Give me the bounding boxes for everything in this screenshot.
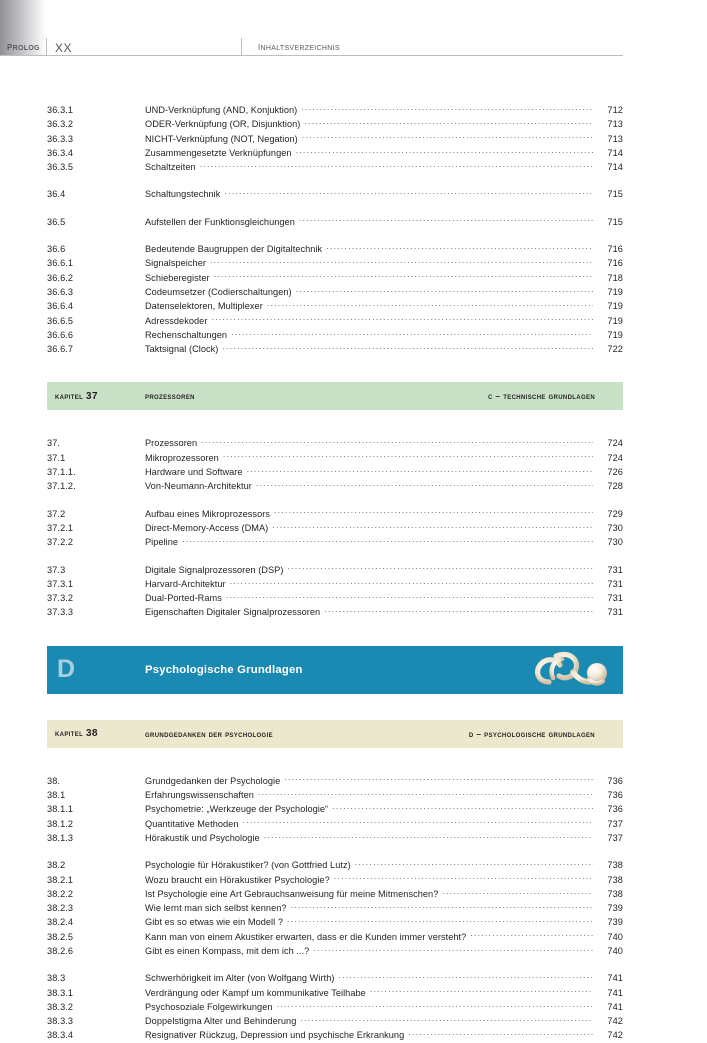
toc-entry[interactable] xyxy=(47,271,623,285)
toc-leader-dots xyxy=(332,802,593,812)
toc-entry-page: 713 xyxy=(607,133,623,144)
toc-entry-number: 38.2.6 xyxy=(47,945,74,956)
chapter-band-kapitel xyxy=(47,391,145,402)
toc-leader-dots xyxy=(287,563,593,573)
toc-entry[interactable] xyxy=(47,187,623,201)
toc-entry-title: Psychologie für Hörakustiker? (von Gottfried Lutz) xyxy=(145,860,351,871)
toc-entry-number: 36.3.3 xyxy=(47,133,74,144)
toc-entry[interactable] xyxy=(47,132,623,146)
toc-entry-number: 38.3 xyxy=(47,973,66,984)
toc-entry-page: 719 xyxy=(607,315,623,326)
toc-entry-title: NICHT-Verknüpfung (NOT, Negation) xyxy=(145,133,298,144)
toc-entry-page: 724 xyxy=(607,438,623,449)
toc-leader-dots xyxy=(296,146,593,156)
toc-entry-title: Gibt es so etwas wie ein Modell ? xyxy=(145,917,283,928)
toc-entry-number: 37.2.1 xyxy=(47,522,74,533)
toc-entry-number: 38.2.5 xyxy=(47,931,74,942)
toc-entry-title: Mikroprozessoren xyxy=(145,452,219,463)
toc-entry-page: 712 xyxy=(607,105,623,115)
toc-entry-title: Hörakustik und Psychologie xyxy=(145,832,260,843)
toc-entry-number: 36.3.4 xyxy=(47,147,74,158)
toc-entry-page: 714 xyxy=(607,162,623,173)
toc-entry[interactable] xyxy=(47,328,623,342)
chapter-band-title: grundgedanken der psychologie xyxy=(145,728,273,739)
toc-entry-page: 737 xyxy=(607,818,623,829)
toc-entry-page: 719 xyxy=(607,286,623,297)
toc-entry-number: 36.3.1 xyxy=(47,105,74,115)
toc-leader-dots xyxy=(291,901,593,911)
toc-entry-page: 729 xyxy=(607,508,623,519)
toc-leader-dots xyxy=(211,314,593,324)
toc-entry-number: 36.6.3 xyxy=(47,286,74,297)
chapter-band-title: prozessoren xyxy=(145,391,195,402)
toc-entry-title: Datenselektoren, Multiplexer xyxy=(145,301,263,312)
toc-entry[interactable] xyxy=(47,831,623,845)
toc-entry-page: 736 xyxy=(607,775,623,786)
toc-entry[interactable] xyxy=(47,436,623,450)
toc-entry[interactable] xyxy=(47,577,623,591)
toc-entry-title: Pipeline xyxy=(145,537,179,548)
toc-entry[interactable] xyxy=(47,788,623,802)
toc-entry-page: 739 xyxy=(607,917,623,928)
toc-entry[interactable] xyxy=(47,858,623,872)
toc-leader-dots xyxy=(370,986,593,996)
toc-entry[interactable] xyxy=(47,342,623,356)
toc-entry-title: Dual-Ported-Rams xyxy=(145,593,222,604)
toc-entry-title: Quantitative Methoden xyxy=(145,818,239,829)
toc-block-36-6 xyxy=(47,242,623,356)
toc-entry-number: 38.3.3 xyxy=(47,1016,74,1027)
toc-entry-title: Codeumsetzer (Codierschaltungen) xyxy=(145,286,292,297)
toc-entry-page: 738 xyxy=(607,860,623,871)
toc-leader-dots xyxy=(304,117,593,127)
toc-entry-title: Digitale Signalprozessoren (DSP) xyxy=(145,564,284,575)
toc-entry[interactable] xyxy=(47,215,623,229)
toc-entry-page: 742 xyxy=(607,1030,623,1041)
toc-entry-page: 739 xyxy=(607,903,623,914)
toc-entry-page: 737 xyxy=(607,832,623,843)
toc-leader-dots xyxy=(408,1028,593,1038)
toc-leader-dots xyxy=(287,915,593,925)
toc-entry[interactable] xyxy=(47,256,623,270)
toc-entry-title: Aufstellen der Funktionsgleichungen xyxy=(145,216,295,227)
chapter-band-38 xyxy=(47,720,623,748)
toc-leader-dots xyxy=(326,242,593,252)
toc-leader-dots xyxy=(442,887,593,897)
toc-leader-dots xyxy=(284,774,593,784)
toc-entry[interactable] xyxy=(47,944,623,958)
toc-entry-number: 36.6.1 xyxy=(47,258,74,269)
part-banner-d xyxy=(47,646,623,694)
toc-leader-dots xyxy=(296,285,593,295)
toc-entry-page: 738 xyxy=(607,888,623,899)
toc-entry-number: 38.1.3 xyxy=(47,832,74,843)
toc-entry-title: Wie lernt man sich selbst kennen? xyxy=(145,903,287,914)
toc-entry[interactable] xyxy=(47,535,623,549)
toc-leader-dots xyxy=(258,788,593,798)
toc-leader-dots xyxy=(182,535,593,545)
toc-entry-page: 719 xyxy=(607,301,623,312)
toc-entry[interactable] xyxy=(47,563,623,577)
toc-entry-number: 36.3.2 xyxy=(47,119,74,130)
toc-leader-dots xyxy=(226,591,593,601)
toc-leader-dots xyxy=(247,465,593,475)
toc-entry[interactable] xyxy=(47,873,623,887)
toc-entry[interactable] xyxy=(47,242,623,256)
toc-block-37-2 xyxy=(47,507,623,550)
toc-entry-page: 742 xyxy=(607,1016,623,1027)
toc-entry-title: Von-Neumann-Architektur xyxy=(145,481,252,492)
part-banner-title: Psychologische Grundlagen xyxy=(145,663,303,676)
toc-entry-number: 37.2 xyxy=(47,508,66,519)
toc-entry-page: 731 xyxy=(607,593,623,604)
toc-entry[interactable] xyxy=(47,915,623,929)
chapter-band-part-label: c – technische grundlagen xyxy=(487,391,595,402)
toc-leader-dots xyxy=(201,436,593,446)
toc-entry[interactable] xyxy=(47,479,623,493)
toc-leader-dots xyxy=(313,944,593,954)
toc-leader-dots xyxy=(256,479,593,489)
toc-entry-number: 38.2 xyxy=(47,860,66,871)
toc-entry-page: 718 xyxy=(607,272,623,283)
toc-entry[interactable] xyxy=(47,901,623,915)
toc-entry-title: Bedeutende Baugruppen der Digitaltechnik xyxy=(145,244,323,255)
toc-block-36-5 xyxy=(47,215,623,229)
toc-entry[interactable] xyxy=(47,103,623,117)
toc-entry-page: 715 xyxy=(607,216,623,227)
toc-leader-dots xyxy=(230,577,593,587)
toc-entry[interactable] xyxy=(47,1000,623,1014)
toc-block-36-3 xyxy=(47,103,623,174)
toc-entry[interactable] xyxy=(47,146,623,160)
toc-entry-page: 730 xyxy=(607,522,623,533)
toc-entry-page: 722 xyxy=(607,344,623,355)
toc-leader-dots xyxy=(470,930,593,940)
toc-entry-number: 38. xyxy=(47,775,61,786)
chapter-band-kapitel-label: kapitel xyxy=(55,728,84,739)
toc-entry-number: 36.4 xyxy=(47,189,66,200)
toc-leader-dots xyxy=(223,451,593,461)
toc-leader-dots xyxy=(224,187,593,197)
toc-entry-title: Aufbau eines Mikroprozessors xyxy=(145,508,270,519)
toc-entry-page: 740 xyxy=(607,945,623,956)
toc-entry-number: 38.1.1 xyxy=(47,804,74,815)
toc-block-38-0 xyxy=(47,774,623,845)
chapter-band-kapitel-number: 37 xyxy=(85,390,98,402)
toc-entry-page: 719 xyxy=(607,329,623,340)
toc-leader-dots xyxy=(214,271,593,281)
toc-entry[interactable] xyxy=(47,117,623,131)
toc-entry-page: 736 xyxy=(607,804,623,815)
toc-entry-title: Rechenschaltungen xyxy=(145,329,228,340)
toc-entry-title: Verdrängung oder Kampf um kommunikative Teilhabe xyxy=(145,987,366,998)
toc-entry-page: 740 xyxy=(607,931,623,942)
chapter-band-kapitel-label: kapitel xyxy=(55,390,84,401)
toc-entry[interactable] xyxy=(47,887,623,901)
toc-leader-dots xyxy=(300,1014,593,1024)
running-head-document-title: inhaltsverzeichnis xyxy=(258,41,340,53)
toc-entry-title: Psychosoziale Folgewirkungen xyxy=(145,1001,273,1012)
toc-leader-dots xyxy=(274,507,593,517)
toc-entry-title: ODER-Verknüpfung (OR, Disjunktion) xyxy=(145,119,301,130)
toc-entry-number: 37.1 xyxy=(47,452,66,463)
chapter-band-part-label: d – psychologische grundlagen xyxy=(468,728,595,739)
toc-entry-page: 716 xyxy=(607,244,623,255)
toc-entry-title: Prozessoren xyxy=(145,438,198,449)
toc-entry[interactable] xyxy=(47,774,623,788)
toc-entry-title: Psychometrie: „Werkzeuge der Psychologie“ xyxy=(145,804,329,815)
toc-entry-number: 37.3.1 xyxy=(47,578,74,589)
toc-entry-number: 37.3.2 xyxy=(47,593,74,604)
toc-entry-title: Doppelstigma Alter und Behinderung xyxy=(145,1016,297,1027)
toc-entry-number: 38.2.2 xyxy=(47,888,74,899)
toc-entry[interactable] xyxy=(47,1014,623,1028)
toc-leader-dots xyxy=(338,971,593,981)
toc-leader-dots xyxy=(210,256,593,266)
toc-entry-title: Harvard-Architektur xyxy=(145,578,226,589)
toc-entry[interactable] xyxy=(47,314,623,328)
toc-entry-page: 736 xyxy=(607,790,623,801)
toc-entry-number: 36.6 xyxy=(47,244,66,255)
toc-entry-title: Kann man von einem Akustiker erwarten, dass er die Kunden immer versteht? xyxy=(145,931,467,942)
toc-entry-page: 731 xyxy=(607,607,623,618)
toc-entry-page: 728 xyxy=(607,481,623,492)
toc-leader-dots xyxy=(272,521,593,531)
toc-entry-number: 37.2.2 xyxy=(47,537,74,548)
toc-entry-number: 36.3.5 xyxy=(47,162,74,173)
toc-leader-dots xyxy=(231,328,593,338)
toc-entry-page: 715 xyxy=(607,189,623,200)
toc-entry[interactable] xyxy=(47,605,623,619)
toc-entry-number: 38.3.2 xyxy=(47,1001,74,1012)
toc-entry-number: 38.1.2 xyxy=(47,818,74,829)
toc-entry-page: 741 xyxy=(607,987,623,998)
toc-block-38-3 xyxy=(47,971,623,1042)
toc-leader-dots xyxy=(324,605,593,615)
toc-entry-number: 38.3.1 xyxy=(47,987,74,998)
toc-entry[interactable] xyxy=(47,930,623,944)
toc-entry-page: 730 xyxy=(607,537,623,548)
toc-entry-page: 731 xyxy=(607,564,623,575)
toc-entry-number: 36.6.7 xyxy=(47,344,74,355)
running-head-section-label: prolog xyxy=(7,41,40,53)
toc-entry[interactable] xyxy=(47,802,623,816)
toc-entry[interactable] xyxy=(47,1028,623,1042)
toc-entry-page: 716 xyxy=(607,258,623,269)
toc-entry-title: Resignativer Rückzug, Depression und psychische Erkrankung xyxy=(145,1030,405,1041)
toc-entry-title: Schaltungstechnik xyxy=(145,189,221,200)
toc-entry-number: 38.1 xyxy=(47,790,66,801)
inner-ear-cochlea-icon xyxy=(529,648,615,692)
toc-entry-number: 36.6.6 xyxy=(47,329,74,340)
running-head-folio: XX xyxy=(55,41,73,55)
toc-entry-title: Schwerhörigkeit im Alter (von Wolfgang Wirth) xyxy=(145,973,335,984)
toc-entry-page: 726 xyxy=(607,467,623,478)
toc-entry[interactable] xyxy=(47,451,623,465)
toc-leader-dots xyxy=(301,103,593,113)
toc-entry-number: 37. xyxy=(47,438,61,449)
toc-entry-number: 37.1.1. xyxy=(47,467,76,478)
toc-entry-page: 741 xyxy=(607,1001,623,1012)
toc-entry[interactable] xyxy=(47,465,623,479)
toc-entry[interactable] xyxy=(47,971,623,985)
toc-entry-page: 724 xyxy=(607,452,623,463)
toc-block-38-2 xyxy=(47,858,623,958)
chapter-band-37 xyxy=(47,382,623,410)
toc-entry-title: Zusammengesetzte Verknüpfungen xyxy=(145,147,292,158)
toc-entry-page: 741 xyxy=(607,973,623,984)
toc-entry-page: 738 xyxy=(607,874,623,885)
toc-entry-number: 37.1.2. xyxy=(47,481,76,492)
toc-entry-number: 36.5 xyxy=(47,216,66,227)
toc-entry-page: 714 xyxy=(607,147,623,158)
toc-entry-title: Schaltzeiten xyxy=(145,162,196,173)
toc-entry[interactable] xyxy=(47,521,623,535)
toc-entry[interactable] xyxy=(47,285,623,299)
toc-entry-title: Wozu braucht ein Hörakustiker Psychologie? xyxy=(145,874,330,885)
toc-entry-number: 37.3.3 xyxy=(47,607,74,618)
toc-entry-title: Erfahrungswissenschaften xyxy=(145,790,254,801)
toc-entry-page: 713 xyxy=(607,119,623,130)
toc-entry-title: Taktsignal (Clock) xyxy=(145,344,219,355)
toc-leader-dots xyxy=(277,1000,593,1010)
toc-entry-title: Signalspeicher xyxy=(145,258,206,269)
toc-entry-number: 38.2.3 xyxy=(47,903,74,914)
toc-entry-number: 37.3 xyxy=(47,564,66,575)
toc-block-37-3 xyxy=(47,563,623,620)
part-banner-letter: D xyxy=(57,655,76,684)
toc-entry-title: Eigenschaften Digitaler Signalprozessoren xyxy=(145,607,321,618)
toc-entry-title: UND-Verknüpfung (AND, Konjuktion) xyxy=(145,105,298,115)
toc-entry-title: Adressdekoder xyxy=(145,315,208,326)
toc-entry-number: 36.6.5 xyxy=(47,315,74,326)
toc-entry-number: 36.6.4 xyxy=(47,301,74,312)
toc-entry[interactable] xyxy=(47,591,623,605)
toc-leader-dots xyxy=(267,299,593,309)
toc-entry-number: 38.2.1 xyxy=(47,874,74,885)
toc-entry-title: Direct-Memory-Access (DMA) xyxy=(145,522,269,533)
toc-leader-dots xyxy=(200,160,593,170)
toc-entry[interactable] xyxy=(47,817,623,831)
toc-entry[interactable] xyxy=(47,299,623,313)
toc-content xyxy=(47,0,623,1043)
toc-block-37-0 xyxy=(47,436,623,493)
toc-entry-title: Grundgedanken der Psychologie xyxy=(145,775,281,786)
toc-entry-number: 38.3.4 xyxy=(47,1030,74,1041)
chapter-band-kapitel xyxy=(47,728,145,739)
toc-entry[interactable] xyxy=(47,507,623,521)
toc-entry[interactable] xyxy=(47,986,623,1000)
toc-leader-dots xyxy=(264,831,593,841)
toc-entry-title: Ist Psychologie eine Art Gebrauchsanweisung für meine Mitmenschen? xyxy=(145,888,439,899)
toc-entry-title: Gibt es einen Kompass, mit dem ich ...? xyxy=(145,945,310,956)
toc-entry-page: 731 xyxy=(607,578,623,589)
toc-entry-number: 38.2.4 xyxy=(47,917,74,928)
toc-leader-dots xyxy=(243,817,594,827)
toc-leader-dots xyxy=(355,858,593,868)
toc-entry-title: Hardware und Software xyxy=(145,467,243,478)
toc-leader-dots xyxy=(299,215,593,225)
chapter-band-kapitel-number: 38 xyxy=(85,728,98,740)
toc-block-36-4 xyxy=(47,187,623,201)
toc-entry-number: 36.6.2 xyxy=(47,272,74,283)
toc-entry[interactable] xyxy=(47,160,623,174)
toc-entry-title: Schieberegister xyxy=(145,272,210,283)
toc-leader-dots xyxy=(222,342,593,352)
toc-leader-dots xyxy=(334,873,593,883)
toc-leader-dots xyxy=(302,132,593,142)
